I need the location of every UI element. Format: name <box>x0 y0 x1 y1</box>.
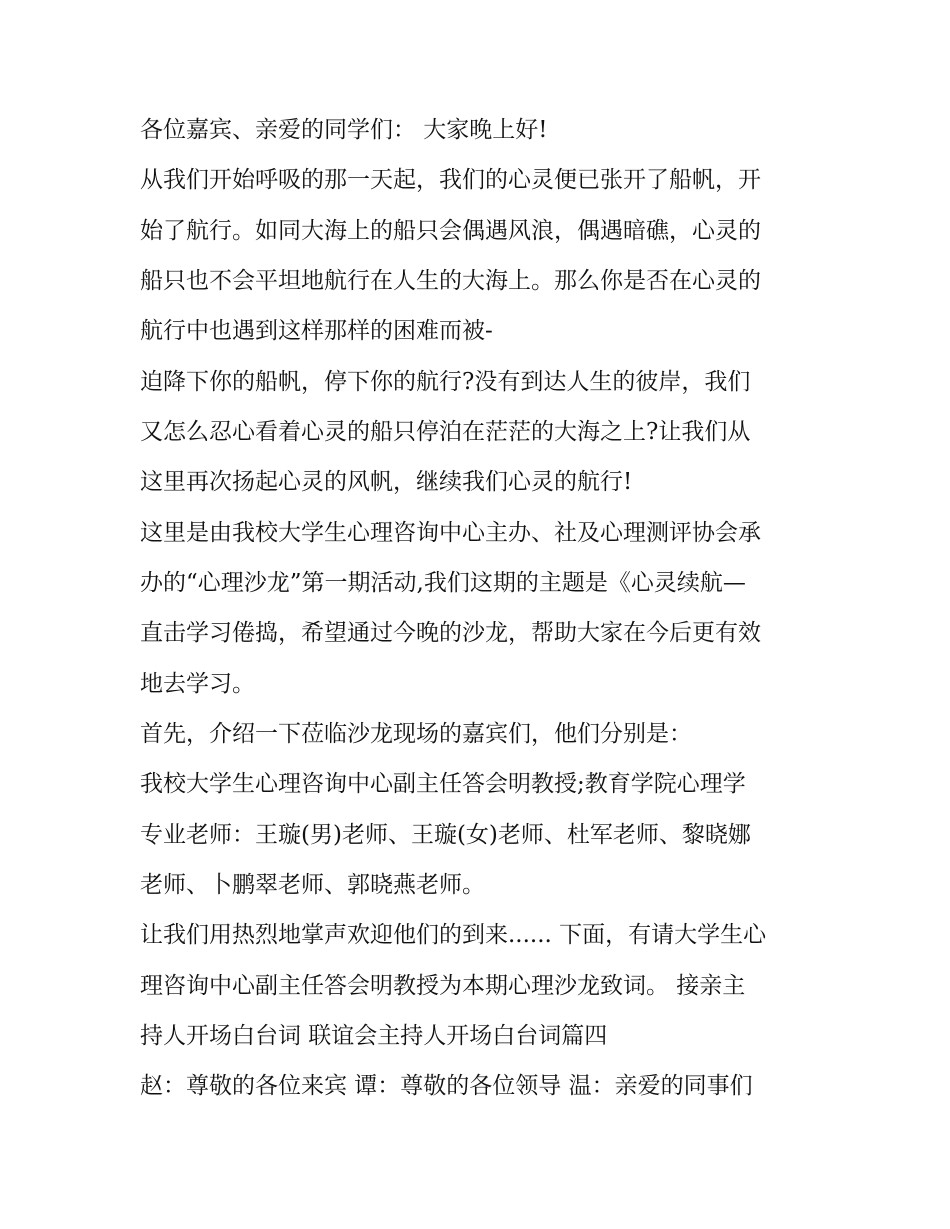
text-line: 始了航行。如同大海上的船只会偶遇风浪，偶遇暗礁，心灵的 <box>140 217 761 244</box>
text-line: 航行中也遇到这样那样的困难而被- <box>140 318 493 345</box>
text-line: 船只也不会平坦地航行在人生的大海上。那么你是否在心灵的 <box>140 267 761 294</box>
document-body <box>140 108 820 1115</box>
text-line: 理咨询中心副主任答会明教授为本期心理沙龙致词。 接亲主 <box>140 972 746 999</box>
text-line: 办的“心理沙龙”第一期活动,我们这期的主题是《心灵续航— <box>140 569 746 596</box>
text-line: 迫降下你的船帆，停下你的航行?没有到达人生的彼岸，我们 <box>140 368 751 395</box>
text-line: 直击学习倦捣，希望通过今晚的沙龙，帮助大家在今后更有效 <box>140 620 761 647</box>
text-line: 这里是由我校大学生心理咨询中心主办、社及心理测评协会承 <box>140 519 761 546</box>
text-line: 首先，介绍一下莅临沙龙现场的嘉宾们，他们分别是： <box>140 720 692 747</box>
text-line: 地去学习。 <box>140 670 255 697</box>
text-line: 从我们开始呼吸的那一天起，我们的心灵便已张开了船帆，开 <box>140 167 761 194</box>
text-line: 老师、卜鹏翠老师、郭晓燕老师。 <box>140 871 485 898</box>
text-line: 各位嘉宾、亲爱的同学们： 大家晚上好! <box>140 117 548 143</box>
text-line: 我校大学生心理咨询中心副主任答会明教授;教育学院心理学 <box>140 771 746 798</box>
text-line: 又怎么忍心看着心灵的船只停泊在茫茫的大海之上?让我们从 <box>140 418 751 445</box>
text-line: 持人开场白台词 联谊会主持人开场白台词篇四 <box>140 1022 608 1049</box>
text-line: 这里再次扬起心灵的风帆，继续我们心灵的航行! <box>140 469 633 496</box>
text-line: 赵：尊敬的各位来宾 谭：尊敬的各位领导 温：亲爱的同事们 <box>140 1073 753 1100</box>
text-line: 专业老师：王璇(男)老师、王璇(女)老师、杜军老师、黎晓娜 <box>140 821 751 848</box>
text-line: 让我们用热烈地掌声欢迎他们的到来...... 下面，有请大学生心 <box>140 922 767 949</box>
